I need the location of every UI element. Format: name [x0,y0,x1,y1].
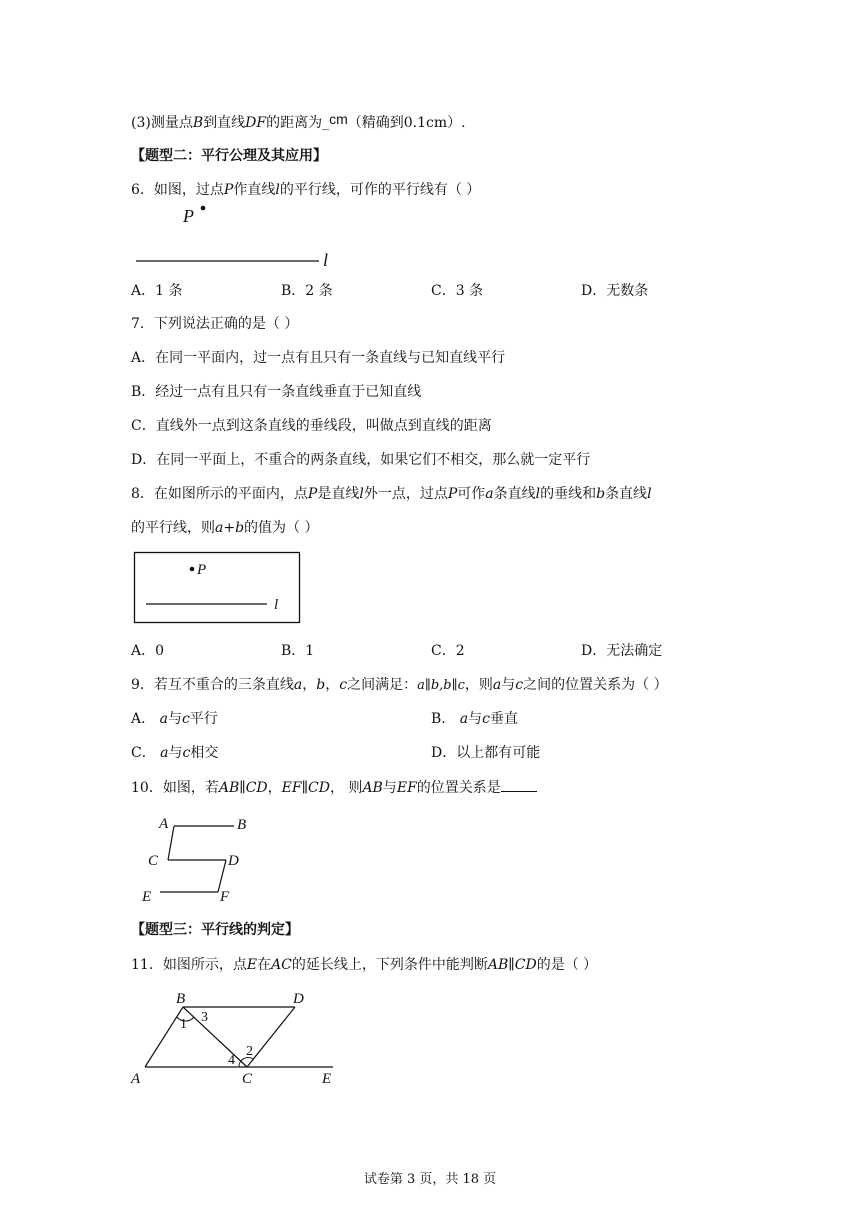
q5-part3: (3)测量点B到直线DF的距离为_cm（精确到0.1cm）. [131,111,466,131]
q11-line-bc [183,1007,247,1067]
q6-option-c: C．3 条 [431,283,484,299]
q10-label-f: F [220,889,230,905]
q9-option-a: A． a与c平行 [131,711,218,727]
q11-angle-3: 3 [201,1010,208,1025]
q7-option-a: A．在同一平面内，过一点有且只有一条直线与已知直线平行 [131,350,506,366]
q10-answer-blank [501,777,537,792]
q8-figure [134,552,302,624]
q10-label-e: E [142,889,152,905]
q6-fig-label-p: P [183,206,194,226]
q6-option-b: B．2 条 [281,283,333,299]
q8-option-b: B．1 [281,643,315,659]
q6-option-a: A．1 条 [131,283,183,299]
q8-point-p [190,567,195,572]
q10-figure [140,812,255,907]
question-7: 7．下列说法正确的是（ ） [131,316,299,332]
q11-label-b: B [176,991,186,1007]
q11-label-e: E [322,1071,332,1087]
q6-fig-label-l: l [323,250,329,270]
q11-label-d: D [293,991,304,1007]
q11-line-ab [145,1007,183,1067]
q6-option-d: D．无数条 [581,283,649,299]
q7-option-c: C．直线外一点到这条直线的垂线段，叫做点到直线的距离 [131,418,492,434]
page-footer: 试卷第 3 页，共 18 页 [363,1172,497,1187]
q7-option-b: B．经过一点有且只有一条直线垂直于已知直线 [131,384,422,400]
q6-point-p [201,206,206,211]
question-9: 9．若互不重合的三条直线a，b，c之间满足：a∥b,b∥c，则a与c之间的位置关系为（ ） [131,677,668,693]
question-10: 10．如图，若AB∥CD，EF∥CD， 则AB与EF的位置关系是 [131,777,537,798]
question-8-line2: 的平行线，则a+b的值为（ ） [131,520,319,536]
q11-line-cd [247,1007,295,1067]
q10-line-df [218,860,226,892]
q10-label-b: B [237,817,247,833]
question-6: 6．如图，过点P作直线l的平行线，可作的平行线有（ ） [131,182,481,198]
q11-angle-1: 1 [180,1017,187,1032]
q11-label-a: A [131,1071,141,1087]
q8-option-a: A．0 [131,643,165,659]
q8-fig-label-p: P [197,562,207,578]
q10-label-d: D [228,853,239,869]
question-8-line1: 8．在如图所示的平面内，点P是直线l外一点，过点P可作a条直线l的垂线和b条直线l [131,486,652,502]
q8-fig-label-l: l [274,597,279,613]
q7-option-d: D．在同一平面上，不重合的两条直线，如果它们不相交，那么就一定平行 [131,452,591,468]
q9-option-b: B． a与c垂直 [431,711,518,727]
q6-figure [131,200,351,275]
q9-option-d: D．以上都有可能 [431,745,541,761]
q8-option-c: C．2 [431,643,465,659]
q10-label-a: A [159,816,169,832]
section-heading-3: 【题型三：平行线的判定】 [131,922,299,938]
q11-figure [128,988,343,1090]
q11-angle-4: 4 [228,1053,235,1068]
question-11: 11．如图所示，点E在AC的延长线上，下列条件中能判断AB∥CD的是（ ） [131,957,598,973]
q11-label-c: C [242,1071,253,1087]
q10-label-c: C [148,853,159,869]
q8-option-d: D．无法确定 [581,643,663,659]
q11-angle-2: 2 [246,1044,253,1059]
section-heading-2: 【题型二：平行公理及其应用】 [131,148,327,164]
q9-option-c: C． a与c相交 [131,745,219,761]
q10-line-ac [168,826,174,860]
